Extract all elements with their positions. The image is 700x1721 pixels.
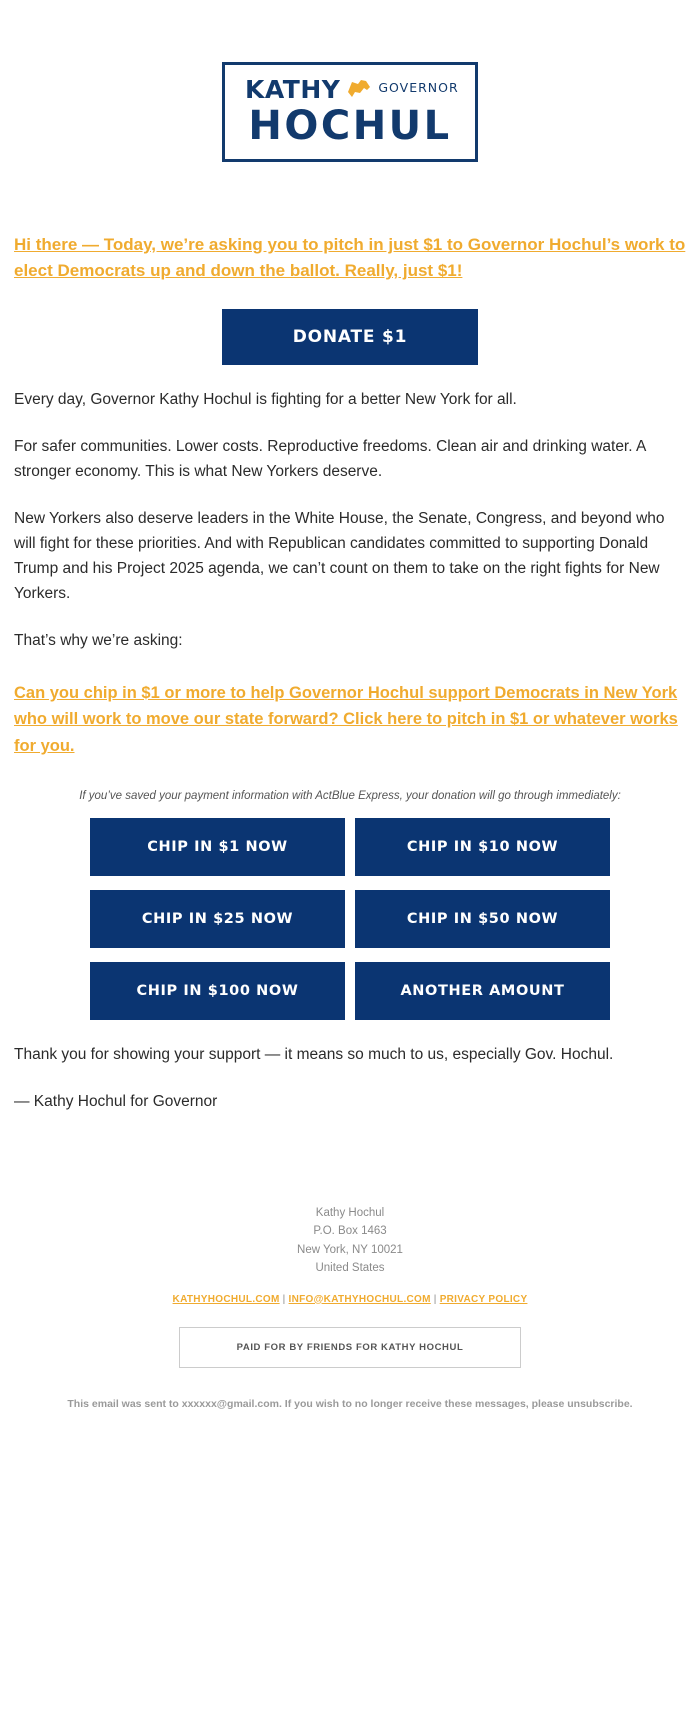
chip-in-ask-link[interactable]: Can you chip in $1 or more to help Governor Hochul support Democrats in New York who will work to move our state forward? Click here to pitch in $1 or whatever works for you. xyxy=(14,683,678,755)
closing-thanks: Thank you for showing your support — it means so much to us, especially Gov. Hochul. xyxy=(14,1045,614,1063)
footer-org: Kathy Hochul xyxy=(315,1207,385,1220)
chip-in-1-button[interactable]: CHIP IN $1 NOW xyxy=(90,818,345,876)
chip-in-50-button[interactable]: CHIP IN $50 NOW xyxy=(355,890,610,948)
footer-links xyxy=(0,1294,700,1305)
footer-link-privacy-policy[interactable]: PRIVACY POLICY xyxy=(439,1293,528,1305)
chip-in-25-button[interactable]: CHIP IN $25 NOW xyxy=(90,890,345,948)
footer-country: United States xyxy=(315,1262,385,1275)
email-content xyxy=(0,232,700,1114)
chip-in-100-button[interactable]: CHIP IN $100 NOW xyxy=(90,962,345,1020)
footer-po-box: P.O. Box 1463 xyxy=(313,1225,387,1238)
lead-ask-link[interactable]: Hi there — Today, we’re asking you to pitch in just $1 to Governor Hochul’s work to elect Democrats up and down the ballot. Really, just $1! xyxy=(14,235,686,281)
body-paragraph: Every day, Governor Kathy Hochul is fighting for a better New York for all. xyxy=(14,390,517,408)
body-paragraph: New Yorkers also deserve leaders in the White House, the Senate, Congress, and beyond who will fight for these priorities. And with Republican candidates committed to supporting Donald Trump and his Project 2025 agenda, we can’t count on them to take on the right fights for New Yorkers. xyxy=(14,510,665,603)
logo-last-name: HOCHUL xyxy=(248,103,452,149)
donate-1-button[interactable]: DONATE $1 xyxy=(222,309,478,365)
logo-top-row xyxy=(245,74,459,104)
unsubscribe-notice[interactable]: This email was sent to xxxxxx@gmail.com. If you wish to no longer receive these messages, please unsubscribe. xyxy=(67,1397,633,1410)
footer-city-state-zip: New York, NY 10021 xyxy=(297,1243,403,1256)
footer-link-separator: | xyxy=(282,1293,286,1305)
another-amount-button[interactable]: ANOTHER AMOUNT xyxy=(355,962,610,1020)
logo-first-name: KATHY xyxy=(245,74,341,104)
donation-amount-grid xyxy=(90,818,610,1020)
logo-title: GOVERNOR xyxy=(378,79,459,95)
body-paragraph: That’s why we’re asking: xyxy=(14,632,183,650)
footer-link-website[interactable]: KATHYHOCHUL.COM xyxy=(172,1293,280,1305)
body-paragraph: For safer communities. Lower costs. Reproductive freedoms. Clean air and drinking water. A stronger economy. This is what New Yorkers deserve. xyxy=(14,437,646,480)
chip-in-10-button[interactable]: CHIP IN $10 NOW xyxy=(355,818,610,876)
footer-link-email[interactable]: INFO@KATHYHOCHUL.COM xyxy=(288,1293,431,1305)
footer-link-separator: | xyxy=(433,1293,437,1305)
logo-block xyxy=(0,0,700,162)
new-york-state-icon xyxy=(346,78,372,100)
footer-address xyxy=(0,1204,700,1278)
signature: — Kathy Hochul for Governor xyxy=(14,1092,218,1110)
actblue-express-note: If you’ve saved your payment information with ActBlue Express, your donation will go through immediately: xyxy=(79,789,621,802)
campaign-logo xyxy=(222,62,478,162)
donate-button-wrap xyxy=(14,309,686,365)
email-footer xyxy=(0,1204,700,1450)
paid-for-disclaimer: PAID FOR BY FRIENDS FOR KATHY HOCHUL xyxy=(179,1327,521,1368)
